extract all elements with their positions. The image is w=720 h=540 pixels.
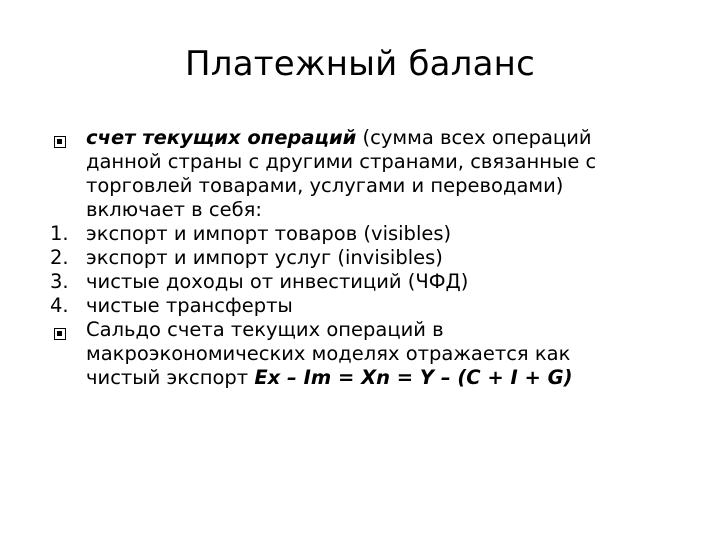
bullet-line-rest: (сумма всех операций — [356, 126, 592, 149]
list-number: 4. — [50, 294, 69, 317]
bullet-line: данной страны с другими странами, связанные с — [86, 150, 597, 173]
list-item — [50, 246, 690, 270]
box-bullet-icon — [54, 328, 66, 340]
bullet-line-prefix: чистый экспорт — [86, 366, 255, 389]
bullet-line: Сальдо счета текущих операций в — [86, 318, 444, 341]
bullet-line: торговлей товарами, услугами и переводами) — [86, 174, 564, 197]
bullet-line — [86, 126, 690, 150]
bullet-current-account — [50, 126, 690, 222]
bullet-line: макроэкономических моделях отражается как — [86, 342, 571, 365]
bullet-balance — [50, 318, 690, 390]
list-number: 1. — [50, 222, 69, 245]
list-item — [50, 294, 690, 318]
list-item — [50, 222, 690, 246]
net-export-formula: Ex – Im = Xn = Y – (C + I + G) — [254, 366, 573, 389]
bullet-marker — [50, 318, 86, 342]
list-item-text: экспорт и импорт услуг (invisibles) — [86, 246, 443, 269]
bullet-marker — [50, 126, 86, 150]
box-bullet-icon — [54, 136, 66, 148]
slide-body — [50, 126, 690, 390]
list-number: 3. — [50, 270, 69, 293]
list-item-text: экспорт и импорт товаров (visibles) — [86, 222, 452, 245]
list-number: 2. — [50, 246, 69, 269]
bullet-line: включает в себя: — [86, 198, 262, 221]
list-item — [50, 270, 690, 294]
slide-title: Платежный баланс — [185, 44, 535, 84]
bullet-line — [86, 366, 690, 390]
bullet-lead: счет текущих операций — [86, 126, 357, 149]
list-item-text: чистые трансферты — [86, 294, 293, 317]
list-item-text: чистые доходы от инвестиций (ЧФД) — [86, 270, 469, 293]
